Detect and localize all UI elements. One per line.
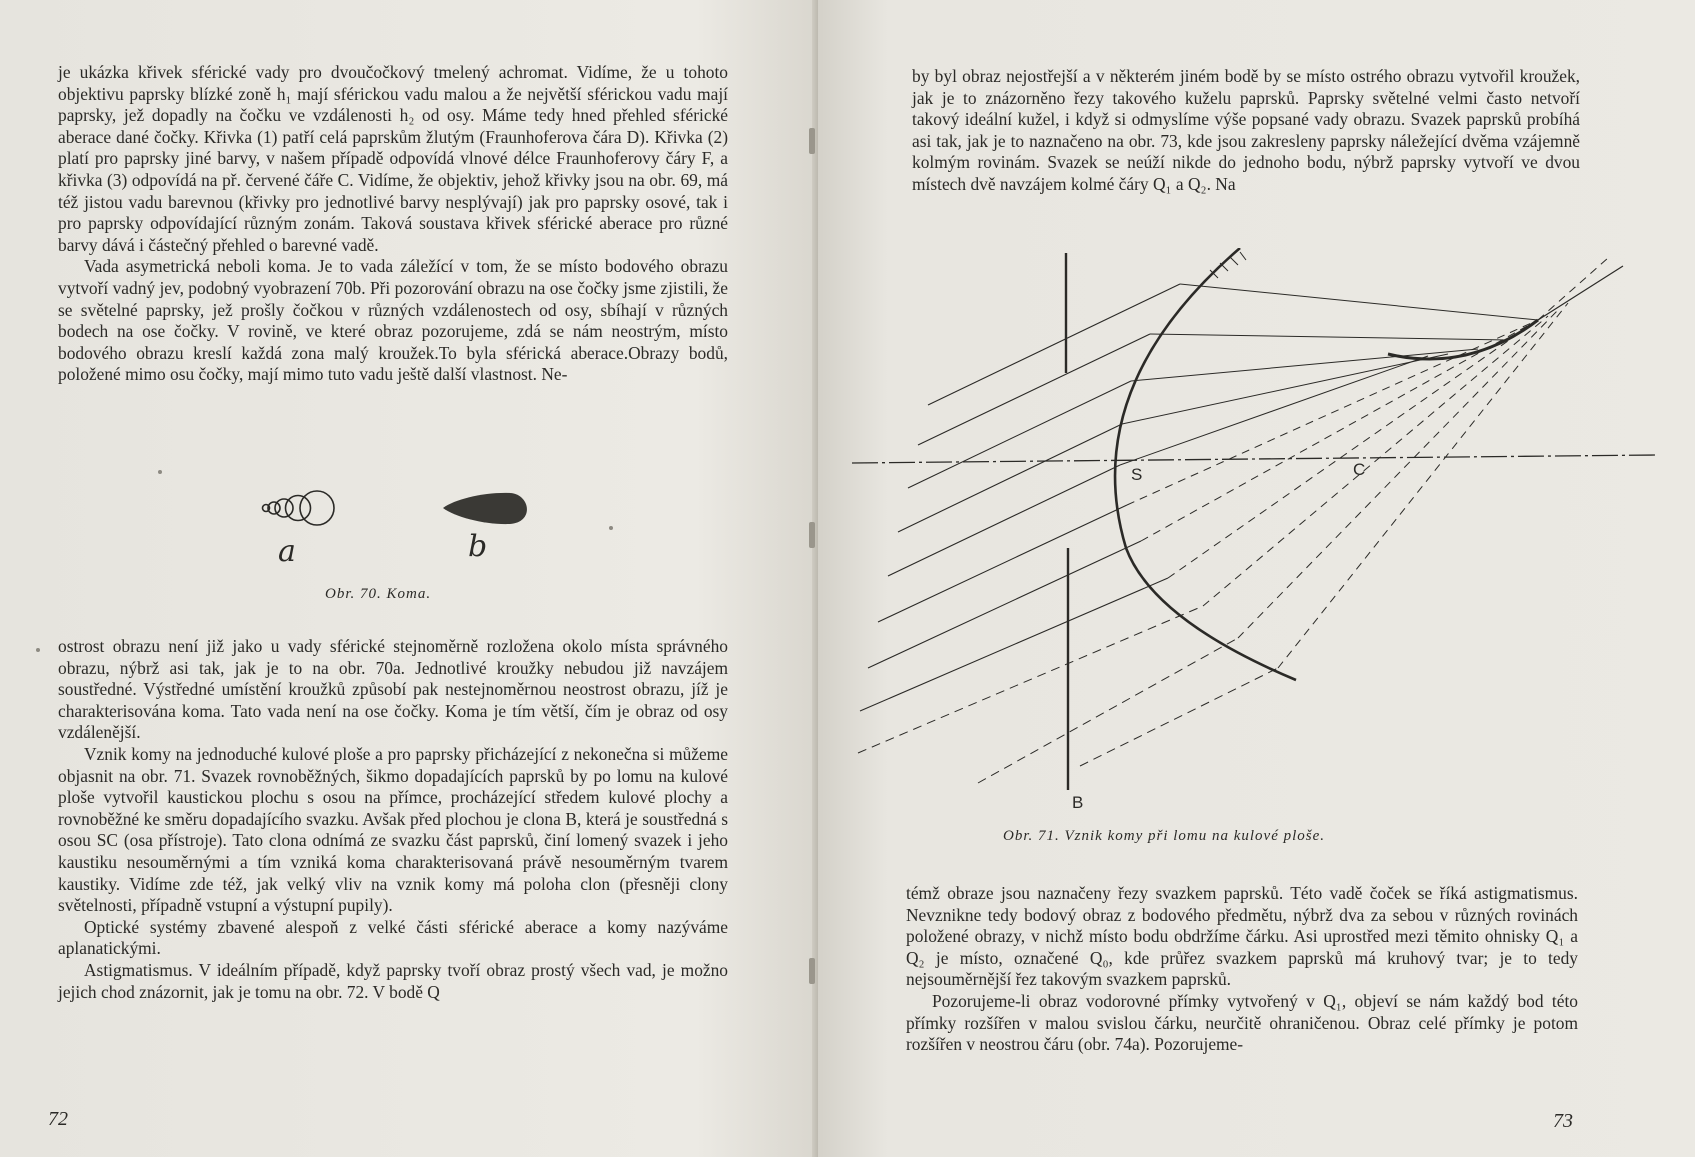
figure-70-caption: Obr. 70. Koma.	[325, 586, 432, 602]
figure-71-caption: Obr. 71. Vznik komy při lomu na kulové ploše.	[1003, 828, 1326, 844]
binding-staple	[809, 522, 815, 548]
blocked-ray	[978, 638, 1238, 783]
paragraph: je ukázka křivek sférické vady pro dvoučočkový tmelený achromat. Vidíme, že u tohoto objektivu paprsky blízké zoně h₁ mají sférickou vadu malou a že největší sférickou vadu mají paprsky, jež dopadly na čočku ve vzdálenosti h₂ od osy. Máme tedy hned přehled sférické aberace dané čočky. Křivka (1) patří celá paprskům žlutým (Fraunhoferova čára D). Křivka (2) platí pro paprsky jiné barvy, v našem případě odpovídá vlnové délce Fraunhoferovy čáry F, a křivka (3) odpovídá na př. červené čáře C. Vidíme, že objektiv, jehož křivky jsou na obr. 69, má též jistou vadu barevnou (křivky pro jednotlivé barvy nesplývají) jak pro paprsky osové, tak i pro paprsky odpovídající různým zonám. Taková soustava křivek sférické aberace pro různé barvy dává i částečný přehled o barevné vadě.	[58, 62, 728, 255]
caustic-tail	[1538, 266, 1623, 320]
refracted-ray	[1203, 316, 1548, 606]
paragraph: Optické systémy zbavené alespoň z velké části sférické aberace a komy nazýváme aplanatickými.	[58, 916, 728, 959]
right-top-text	[912, 66, 1580, 196]
left-top-text	[58, 62, 728, 386]
paragraph: Astigmatismus. V ideálním případě, když paprsky tvoří obraz prostý všech vad, je možno jejich chod znázornit, jak je tomu na obr. 72. V bodě Q	[58, 959, 728, 1002]
refracted-ray	[1538, 258, 1608, 320]
refracted-rays	[1120, 284, 1538, 465]
refracted-ray	[1141, 320, 1538, 541]
figure-70-label-a: a	[278, 534, 296, 564]
paragraph: by byl obraz nejostřejší a v některém jiném bodě by se místo ostrého obrazu vytvořil kroužek, jak je to znázorněno řezy takového kuželu paprsků. Paprsky světelné velmi často netvoří takový ideální kužel, i když si odmyslíme výše popsané vady obrazu. Svazek paprsků probíhá asi tak, jak je to naznačeno na obr. 73, kde jsou zakresleny paprsky náležející dvěma vzájemně kolmým rovinám. Svazek se neúží nikde do jednoho bodu, nýbrž paprsky vytvoří ve dvou místech dvě navzájem kolmé čáry Q₁ a Q₂. Na	[912, 66, 1580, 194]
left-page	[0, 0, 818, 1157]
coma-ring	[300, 491, 334, 525]
surface-hatching	[1210, 252, 1246, 278]
refracted-ray	[1168, 320, 1538, 578]
page-number-left: 72	[48, 1108, 68, 1130]
binding-staple	[809, 128, 815, 154]
refracted-ray	[1131, 349, 1478, 381]
incident-ray	[918, 334, 1150, 445]
paragraph: Vznik komy na jednoduché kulové ploše a pro paprsky přicházející z nekonečna si můžeme objasnit na obr. 71. Svazek rovnoběžných, šikmo dopadajících paprsků by po lomu na kulové ploše vytvořil kaustickou plochu s osou na přímce, procházející středem kulové plochy a rovnoběžné ke směru dopadajícího svazku. Avšak před plochou je clona B, která je soustředná s osou SC (osa přístroje). Tato clona odnímá ze svazku část paprsků, činí lomený svazek i jeho kaustiku nesouměrnými a tím vzniká koma charakterisovaná právě nesouměrným tvarem kaustiky. Vidíme zde též, jak velký vliv na vznik komy má poloha clon (přesněji clony světelnosti, případně vstupní a výstupní pupily).	[58, 743, 728, 916]
figure-70-label-b: b	[468, 529, 488, 564]
blocked-ray	[1080, 668, 1278, 766]
paper-speck	[36, 648, 40, 652]
coma-ring	[275, 499, 293, 517]
right-bottom-text	[906, 883, 1578, 1056]
optical-axis	[852, 455, 1656, 463]
label-c: C	[1353, 460, 1366, 479]
incident-ray	[908, 381, 1131, 488]
incident-rays	[860, 284, 1180, 711]
figure-71-coma-diagram	[848, 248, 1668, 818]
label-s: S	[1131, 465, 1143, 484]
paragraph: Vada asymetrická neboli koma. Je to vada záležící v tom, že se místo bodového obrazu vytvoří vadný jev, podobný vyobrazení 70b. Při pozorování obrazu na ose čočky jsme zjistili, že se světelné paprsky, jež prošly čočkou v různých vzdálenostech od osy, sbíhají v různých bodech na ose čočky. V rovině, ve které obraz pozorujeme, zdá se nám neostrým, místo bodového obrazu kreslí každá zona malý kroužek.To byla sférická aberace.Obrazy bodů, položené mimo osu čočky, mají mimo tuto vadu ještě další vlastnost. Ne-	[58, 256, 728, 385]
paragraph: Pozorujeme-li obraz vodorovné přímky vytvořený v Q₁, objeví se nám každý bod této přímky rozšířen v malou svislou čárku, neurčitě ohraničenou. Obraz celé přímky je potom rozšířen v neostrou čáru (obr. 74a). Pozorujeme-	[906, 990, 1578, 1055]
refracted-ray	[1180, 284, 1538, 320]
incident-ray	[860, 578, 1168, 711]
label-b: B	[1072, 793, 1084, 812]
incident-ray	[928, 284, 1180, 405]
paper-speck	[609, 526, 613, 530]
paper-speck	[158, 470, 162, 474]
left-bottom-text	[58, 636, 728, 1003]
refracted-ray	[1127, 320, 1538, 505]
refracted-ray	[1238, 310, 1558, 638]
spherical-surface	[1115, 248, 1296, 680]
coma-blur-shape	[443, 493, 527, 524]
binding-staple	[809, 958, 815, 984]
refracted-ray	[1122, 354, 1448, 424]
page-number-right: 73	[1553, 1110, 1573, 1132]
figure-70-coma	[250, 484, 550, 564]
paragraph: témž obraze jsou naznačeny řezy svazkem paprsků. Této vadě čoček se říká astigmatismus. Nevznikne tedy bodový obraz z bodového předmětu, nýbrž dva za sebou v různých rovinách položené obrazy, v nichž místo bodu obdržíme čárku. Asi uprostřed mezi těmito ohnisky Q₁ a Q₂ je místo, označené Q₀, kde průřez svazkem paprsků má kruhový tvar; je to tedy nejsouměrnější řez takovým svazkem paprsků.	[906, 883, 1578, 990]
incident-ray	[898, 424, 1122, 532]
refracted-ray	[1150, 334, 1508, 340]
paragraph: ostrost obrazu není již jako u vady sférické stejnoměrně rozložena okolo místa správného obrazu, nýbrž asi tak, jak je to na obr. 70a. Jednotlivé kroužky nebudou již navzájem soustředné. Výstředné umístění kroužků způsobí pak nestejnoměrnou neostrost obrazu, jíž je charakterisována koma. Tato vada není na ose čočky. Koma je tím větší, čím je obraz od osy vzdálenější.	[58, 636, 728, 743]
refracted-ray	[1120, 356, 1428, 465]
coma-ring	[286, 496, 311, 521]
